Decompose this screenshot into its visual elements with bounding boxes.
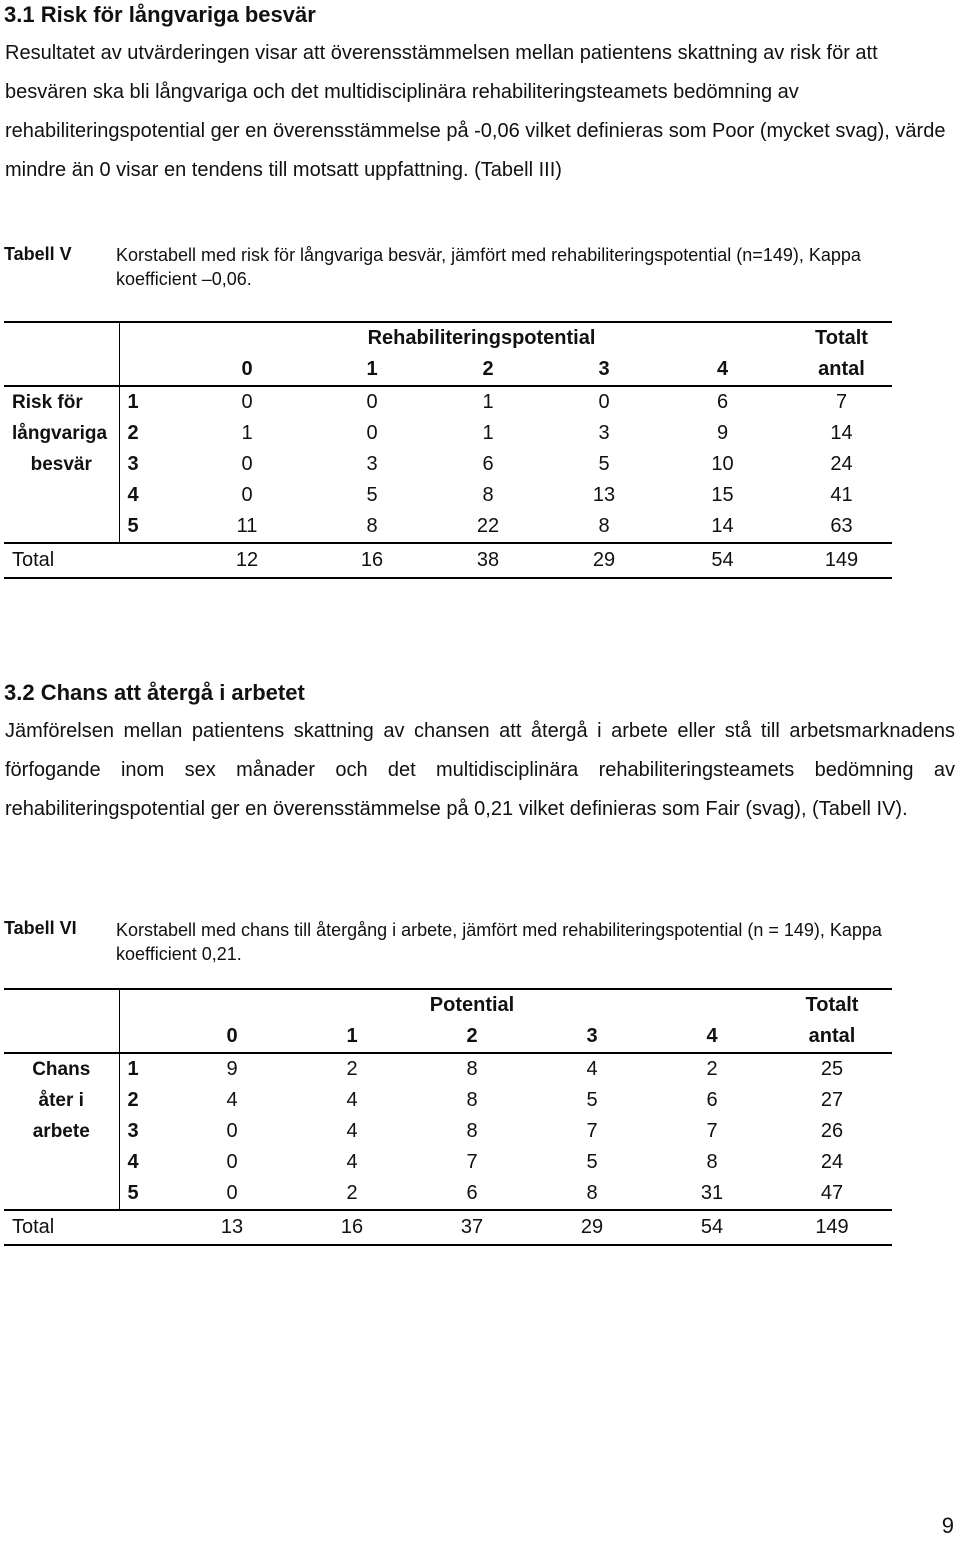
grand-total: 149	[772, 1210, 892, 1245]
row-total: 26	[820, 1120, 844, 1142]
row-key: 3	[119, 1116, 172, 1147]
column-total: 29	[532, 1210, 652, 1245]
column-header: 1	[322, 354, 422, 386]
table-cell: 5	[598, 453, 610, 475]
total-header: Totalt	[791, 322, 892, 354]
table-cell: 0	[226, 1120, 238, 1142]
table-cell: 4	[346, 1089, 358, 1111]
table-cell: 7	[586, 1120, 598, 1142]
table-cell: 4	[586, 1058, 598, 1080]
table-cell: 0	[241, 453, 253, 475]
crosstab-risk	[4, 321, 892, 579]
totals-row	[4, 543, 892, 578]
total-label: Total	[4, 1210, 172, 1245]
page-number: 9	[941, 1513, 954, 1538]
section-paragraph-return: Jämförelsen mellan patientens skattning av chansen att återgå i arbete eller stå till arbetsmarknadens förfogande inom sex månader och det multidisciplinära rehabiliteringsteamets bedömning av rehabiliteringspotential ger en överensstämmelse på 0,21 vilket definieras som Fair (svag), (Tabell IV).	[5, 720, 955, 820]
table-row	[4, 511, 892, 543]
row-key: 1	[119, 386, 172, 418]
row-total: 24	[830, 453, 853, 475]
table-caption-text: Korstabell med risk för långvariga besvär, jämfört med rehabiliteringspotential (n=149), Kappa koefficient –0,06.	[116, 245, 861, 289]
table-caption-text: Korstabell med chans till återgång i arbete, jämfört med rehabiliteringspotential (n = 149), Kappa koefficient 0,21.	[116, 920, 882, 964]
table-cell: 5	[586, 1089, 598, 1111]
table-cell: 0	[366, 391, 378, 413]
row-group-label: åter i	[38, 1089, 84, 1111]
table-cell: 2	[346, 1058, 358, 1080]
column-total: 54	[652, 1210, 772, 1245]
column-total: 54	[654, 543, 791, 578]
table-row	[4, 480, 892, 511]
table-cell: 6	[412, 1178, 532, 1210]
table-cell: 3	[598, 422, 610, 444]
table-cell: 8	[466, 1120, 478, 1142]
column-header: 0	[172, 1021, 292, 1053]
row-group-label: arbete	[32, 1120, 90, 1142]
column-total: 16	[322, 543, 422, 578]
table-cell: 7	[706, 1120, 718, 1142]
table-cell: 10	[711, 453, 734, 475]
table-cell: 0	[598, 391, 610, 413]
table-cell: 1	[482, 391, 494, 413]
total-header: antal	[772, 1021, 892, 1053]
row-group-label: besvär	[30, 453, 92, 475]
column-total: 37	[412, 1210, 532, 1245]
column-header: 4	[654, 354, 791, 386]
table-cell: 4	[226, 1089, 238, 1111]
row-group-label: Risk för	[12, 391, 83, 413]
table-cell: 14	[654, 511, 791, 543]
table-cell: 5	[366, 484, 378, 506]
table-cell: 8	[466, 1089, 478, 1111]
table-row	[4, 1053, 892, 1085]
table-cell: 8	[482, 484, 494, 506]
section-paragraph-risk: Resultatet av utvärderingen visar att överensstämmelsen mellan patientens skattning av risk för att besvären ska bli långvariga och det multidisciplinära rehabiliteringsteamets bedömning av rehabiliteringspotential ger en överensstämmelse på -0,06 vilket definieras som Poor (mycket svag), värde mindre än 0 visar en tendens till motsatt uppfattning. (Tabell III)	[5, 42, 946, 181]
row-total: 25	[820, 1058, 844, 1080]
section-heading-risk: 3.1 Risk för långvariga besvär	[4, 2, 316, 27]
table-cell: 11	[172, 511, 322, 543]
row-group-label: långvariga	[12, 422, 108, 444]
table-cell: 0	[172, 1178, 292, 1210]
row-total: 47	[772, 1178, 892, 1210]
total-header: antal	[791, 354, 892, 386]
table-cell: 13	[592, 484, 616, 506]
row-key: 3	[119, 449, 172, 480]
table-cell: 15	[711, 484, 734, 506]
table-cell: 8	[466, 1058, 478, 1080]
table-cell: 6	[482, 453, 494, 475]
column-total: 13	[172, 1210, 292, 1245]
table-cell: 8	[554, 511, 654, 543]
table-cell: 1	[482, 422, 494, 444]
column-header: 0	[172, 354, 322, 386]
table-cell: 9	[716, 422, 729, 444]
table-cell: 8	[706, 1151, 718, 1173]
totals-row	[4, 1210, 892, 1245]
table-cell: 6	[706, 1089, 718, 1111]
table-cell: 22	[422, 511, 554, 543]
column-total: 12	[172, 543, 322, 578]
table-caption-label: Tabell V	[4, 244, 72, 264]
column-total: 16	[292, 1210, 412, 1245]
row-key: 1	[119, 1053, 172, 1085]
table-cell: 5	[586, 1151, 598, 1173]
row-key: 4	[119, 480, 172, 511]
table-cell: 8	[322, 511, 422, 543]
group-header: Potential	[172, 989, 772, 1021]
column-header: 3	[532, 1021, 652, 1053]
row-total: 24	[820, 1151, 844, 1173]
table-cell: 8	[532, 1178, 652, 1210]
total-header: Totalt	[772, 989, 892, 1021]
group-header: Rehabiliteringspotential	[172, 322, 791, 354]
row-key: 5	[119, 511, 172, 543]
row-total: 27	[820, 1089, 844, 1111]
row-total: 63	[791, 511, 892, 543]
table-cell: 1	[241, 422, 253, 444]
table-cell: 4	[346, 1151, 358, 1173]
row-total: 41	[830, 484, 853, 506]
table-cell: 6	[716, 391, 729, 413]
table-row	[4, 386, 892, 418]
table-cell: 2	[706, 1058, 718, 1080]
row-key: 5	[119, 1178, 172, 1210]
row-key: 2	[119, 1085, 172, 1116]
table-cell: 7	[466, 1151, 478, 1173]
table-cell: 0	[366, 422, 378, 444]
table-cell: 4	[346, 1120, 358, 1142]
table-row	[4, 1147, 892, 1178]
column-header: 4	[652, 1021, 772, 1053]
table-cell: 9	[226, 1058, 238, 1080]
table-row	[4, 1178, 892, 1210]
table-cell: 0	[241, 484, 253, 506]
table-row	[4, 449, 892, 480]
column-header: 3	[554, 354, 654, 386]
table-row	[4, 418, 892, 449]
section-heading-return: 3.2 Chans att återgå i arbetet	[4, 680, 305, 705]
row-total: 7	[835, 391, 848, 413]
table-caption-label: Tabell VI	[4, 918, 77, 938]
grand-total: 149	[791, 543, 892, 578]
total-label: Total	[4, 543, 172, 578]
table-cell: 3	[366, 453, 378, 475]
column-header: 2	[412, 1021, 532, 1053]
table-row	[4, 1085, 892, 1116]
table-cell: 0	[226, 1151, 238, 1173]
column-total: 38	[422, 543, 554, 578]
column-header: 1	[292, 1021, 412, 1053]
table-cell: 2	[292, 1178, 412, 1210]
row-key: 2	[119, 418, 172, 449]
column-total: 29	[554, 543, 654, 578]
table-cell: 0	[241, 391, 253, 413]
row-key: 4	[119, 1147, 172, 1178]
row-total: 14	[830, 422, 853, 444]
table-row	[4, 1116, 892, 1147]
row-group-label: Chans	[32, 1058, 91, 1080]
table-cell: 31	[652, 1178, 772, 1210]
crosstab-return	[4, 988, 892, 1246]
column-header: 2	[422, 354, 554, 386]
